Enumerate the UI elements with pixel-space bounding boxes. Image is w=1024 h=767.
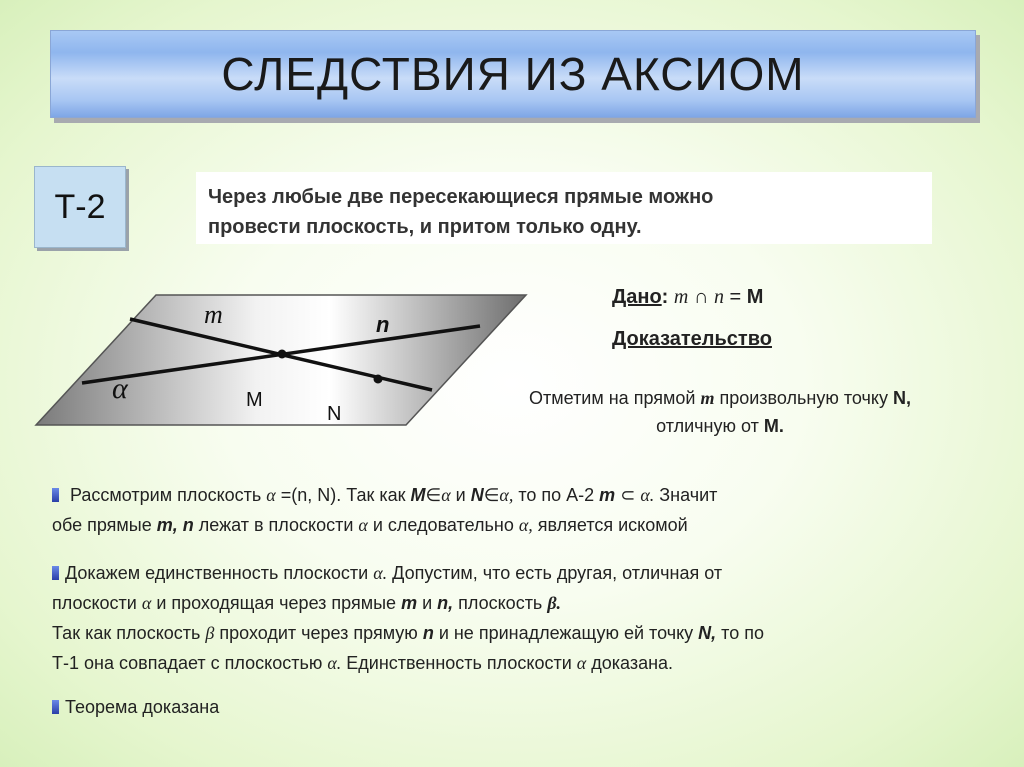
statement-line-2: провести плоскость, и притом только одну.: [208, 216, 642, 238]
bullet-icon: [52, 566, 59, 580]
page-title: СЛЕДСТВИЯ ИЗ АКСИОМ: [221, 48, 805, 100]
label-point-M: M: [246, 389, 263, 411]
label-alpha: α: [112, 372, 128, 405]
label-point-N: N: [327, 403, 342, 425]
point-M: [278, 350, 287, 359]
theorem-statement: [196, 172, 932, 244]
paragraph-conclusion: Теорема доказана: [52, 692, 219, 722]
given-eq: =: [729, 286, 742, 308]
given-label: Дано: [612, 286, 662, 308]
given-line: Дано: m ∩ n = M: [612, 286, 764, 308]
paragraph-consider-plane: Рассмотрим плоскость α =(n, N). Так как M∈α и N∈α, то по А-2 m ⊂ α. Значит обе прямые m, n лежат в плоскости α и следовательно α, является искомой: [52, 485, 718, 535]
given-m: m: [673, 286, 689, 308]
label-m: m: [204, 300, 223, 329]
proof-heading: Доказательство: [612, 328, 772, 350]
bullet-icon: [52, 488, 59, 502]
label-n: n: [376, 312, 390, 337]
given-n: n: [713, 286, 724, 308]
theorem-label: Т-2: [34, 166, 126, 248]
given-cap: ∩: [693, 286, 709, 308]
paragraph-uniqueness: Докажем единственность плоскости α. Допустим, что есть другая, отличная от плоскости α и проходящая через прямые m и n, плоскость β. Так как плоскость β проходит через прямую n и не принадлежащую ей точку N, то по Т-1 она совпадает с плоскостью α. Единственность плоскости α доказана.: [52, 563, 764, 673]
mark-point-text: Отметим на прямой m произвольную точку N, отличную от M.: [529, 388, 911, 436]
statement-line-1: Через любые две пересекающиеся прямые можно: [208, 186, 714, 208]
plane-alpha: [36, 295, 526, 425]
title-banner: [50, 30, 976, 118]
bullet-icon: [52, 700, 59, 714]
given-M: M: [746, 286, 764, 308]
point-N: [374, 375, 383, 384]
